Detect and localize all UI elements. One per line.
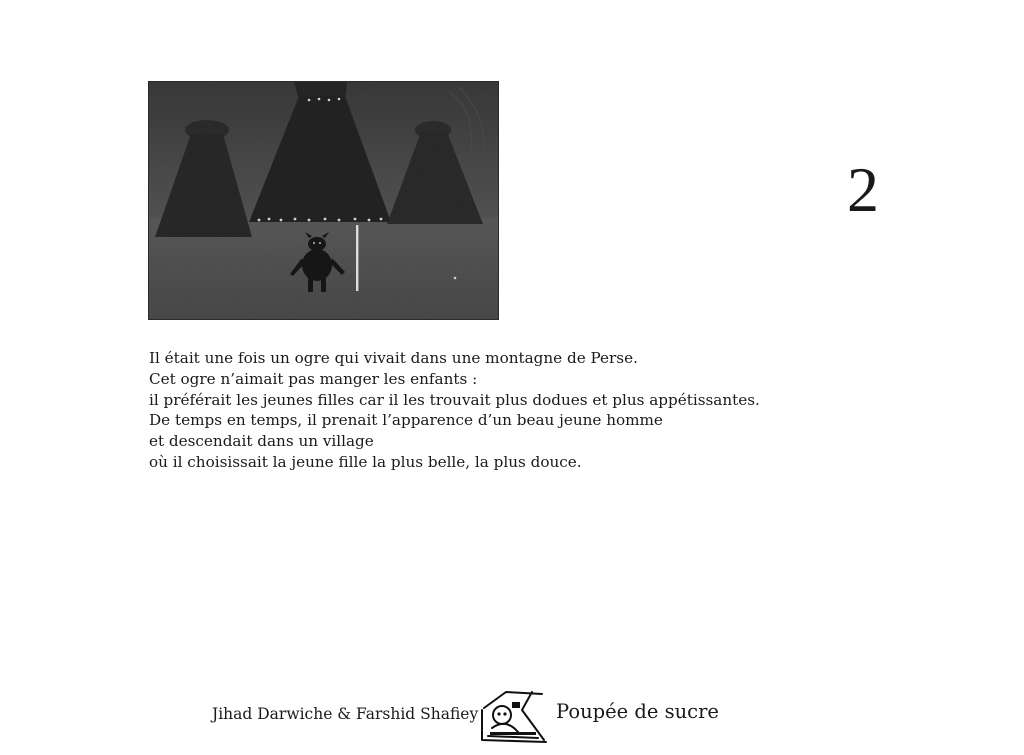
story-line: il préférait les jeunes filles car il les trouvait plus dodues et plus appétissantes. <box>149 390 760 409</box>
story-line: et descendait dans un village <box>149 432 374 451</box>
footer-authors: Jihad Darwiche & Farshid Shafiey <box>212 705 479 723</box>
story-line: De temps en temps, il prenait l’apparence d’un beau jeune homme <box>149 411 663 430</box>
story-text <box>149 348 829 473</box>
story-line: Il était une fois un ogre qui vivait dans une montagne de Perse. <box>149 349 638 367</box>
publisher-logo-icon <box>478 688 550 746</box>
story-line: Cet ogre n’aimait pas manger les enfants : <box>149 369 478 388</box>
book-title: Poupée de sucre <box>556 700 719 723</box>
page-number: 2 <box>847 154 879 225</box>
ogre-mountain-illustration <box>148 81 499 320</box>
story-line: où il choisissait la jeune fille la plus belle, la plus douce. <box>149 452 582 471</box>
